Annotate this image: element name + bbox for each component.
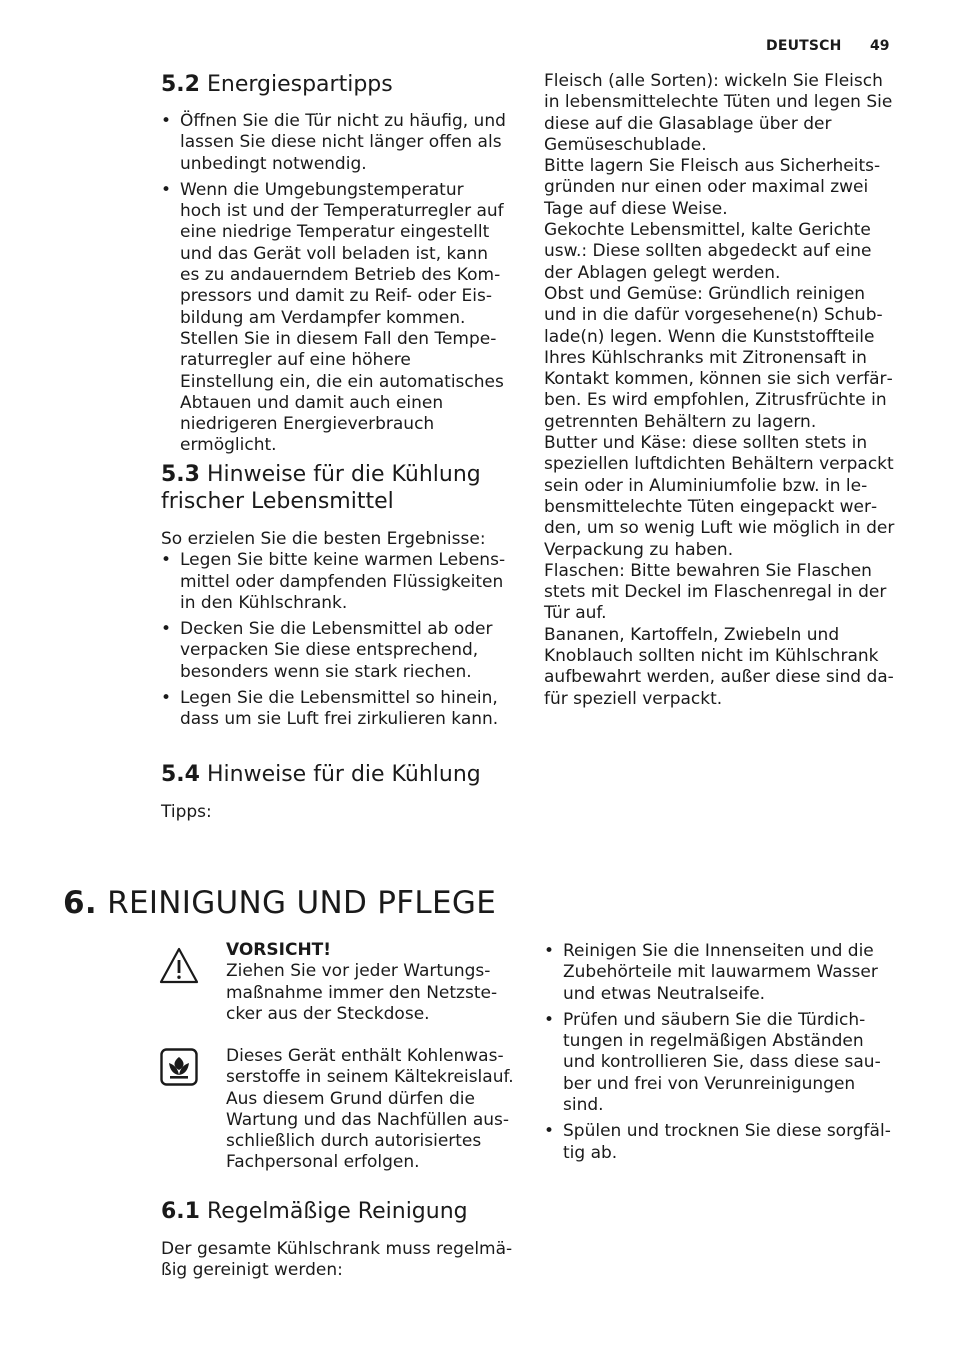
section-5-4	[161, 761, 521, 823]
chapter-heading	[63, 884, 496, 922]
cleaning-steps-list	[544, 941, 896, 1164]
caution-notice	[226, 940, 516, 1025]
warning-icon	[159, 946, 199, 990]
chapter-number: 6.	[63, 885, 97, 921]
energy-tips-list	[161, 111, 506, 457]
section-number: 5.2	[161, 72, 200, 97]
environment-icon	[160, 1048, 198, 1090]
list-item: • Legen Sie die Lebensmittel so hinein, dass um sie Luft frei zirkulieren kann.	[161, 688, 506, 731]
list-item: • Wenn die Umgebungstemperatur hoch ist und der Temperaturregler auf eine niedrige Temperatur eingestellt und das Gerät voll beladen ist, kann es zu andauerndem Betrieb des Kompressors und damit zu Reif- oder Eisbildung am Verdampfer kommen. Stellen Sie in diesem Fall den Temperaturregler auf eine höhere Einstellung ein, die ein automatisches Abtauen und damit auch einen niedrigeren Energieverbrauch ermöglicht.	[161, 180, 506, 457]
section-5-3-heading	[161, 461, 521, 515]
section-5-4-heading	[161, 761, 521, 788]
section-6-1-heading	[161, 1198, 521, 1225]
tip-paragraph: Fleisch (alle Sorten): wickeln Sie Fleisch in lebensmittelechte Tüten und legen Sie diese auf die Glasablage über der Gemüseschublade.	[544, 71, 893, 155]
section-6-1	[161, 1198, 521, 1282]
list-item: • Spülen und trocknen Sie diese sorgfältig ab.	[544, 1121, 896, 1164]
tip-paragraph: Gekochte Lebensmittel, kalte Gerichte usw.: Diese sollten abgedeckt auf eine der Ablagen gelegt werden.	[544, 220, 872, 283]
tip-paragraph: Bitte lagern Sie Fleisch aus Sicherheitsgründen nur einen oder maximal zwei Tage auf diese Weise.	[544, 156, 881, 219]
cooling-tips-list	[161, 550, 506, 730]
list-item: • Reinigen Sie die Innenseiten und die Zubehörteile mit lauwarmem Wasser und etwas Neutralseife.	[544, 941, 896, 1005]
tip-paragraph: Flaschen: Bitte bewahren Sie Flaschen stets mit Deckel im Flaschenregal in der Tür auf.	[544, 560, 887, 624]
chapter-title: REINIGUNG UND PFLEGE	[107, 885, 497, 921]
tip-paragraph: Bananen, Kartoffeln, Zwiebeln und Knoblauch sollten nicht im Kühlschrank aufbewahrt werden, außer diese sind dafür speziell verpackt.	[544, 624, 894, 709]
section-title: Energiespartipps	[206, 72, 393, 97]
list-item: • Decken Sie die Lebensmittel ab oder verpacken Sie diese entsprechend, besonders wenn sie stark riechen.	[161, 619, 506, 683]
list-item: • Prüfen und säubern Sie die Türdichtungen in regelmäßigen Abständen und kontrollieren Sie, dass diese sauber und frei von Verunreinigungen sind.	[544, 1010, 896, 1116]
header-language: DEUTSCH	[766, 38, 842, 54]
section-title-line1: Hinweise für die Kühlung	[206, 462, 481, 487]
section-number: 5.3	[161, 462, 200, 487]
page-number: 49	[870, 38, 890, 54]
list-item: • Legen Sie bitte keine warmen Lebensmittel oder dampfenden Flüssigkeiten in den Kühlschrank.	[161, 550, 506, 614]
section-5-2	[161, 71, 521, 462]
section-intro: So erzielen Sie die besten Ergebnisse:	[161, 529, 486, 549]
caution-text: Ziehen Sie vor jeder Wartungsmaßnahme immer den Netzstecker aus der Steckdose.	[226, 961, 498, 1024]
caution-title: VORSICHT!	[226, 940, 332, 960]
section-title: Regelmäßige Reinigung	[206, 1199, 468, 1224]
section-title-line2: frischer Lebensmittel	[161, 489, 394, 514]
section-5-2-heading	[161, 71, 521, 98]
tip-paragraph: Obst und Gemüse: Gründlich reinigen und in die dafür vorgesehene(n) Schublade(n) legen. Wenn die Kunststoffteile Ihres Kühlschranks mit Zitronensaft in Kontakt kommen, können sie sich verfärben. Es wird empfohlen, Zitrusfrüchte in getrennten Behältern zu lagern.	[544, 283, 893, 432]
section-5-3	[161, 461, 521, 736]
section-number: 5.4	[161, 762, 200, 787]
environment-notice	[226, 1046, 518, 1174]
list-item: • Öffnen Sie die Tür nicht zu häufig, und lassen Sie diese nicht länger offen als unbedingt notwendig.	[161, 111, 506, 175]
section-intro: Tipps:	[161, 802, 212, 822]
tip-paragraph: Butter und Käse: diese sollten stets in speziellen luftdichten Behältern verpackt sein oder in Aluminiumfolie bzw. in lebensmittelechte Tüten eingepackt werden, um so wenig Luft wie möglich in der Verpackung zu haben.	[544, 433, 895, 560]
environment-text: Dieses Gerät enthält Kohlenwasserstoffe in seinem Kältekreislauf. Aus diesem Grund dürfen die Wartung und das Nachfüllen ausschließlich durch autorisiertes Fachpersonal erfolgen.	[226, 1046, 514, 1173]
section-intro: Der gesamte Kühlschrank muss regelmäßig gereinigt werden:	[161, 1239, 513, 1281]
storage-tips-column	[544, 71, 896, 710]
section-title: Hinweise für die Kühlung	[206, 762, 481, 787]
section-number: 6.1	[161, 1199, 200, 1224]
cleaning-steps	[544, 941, 896, 1169]
